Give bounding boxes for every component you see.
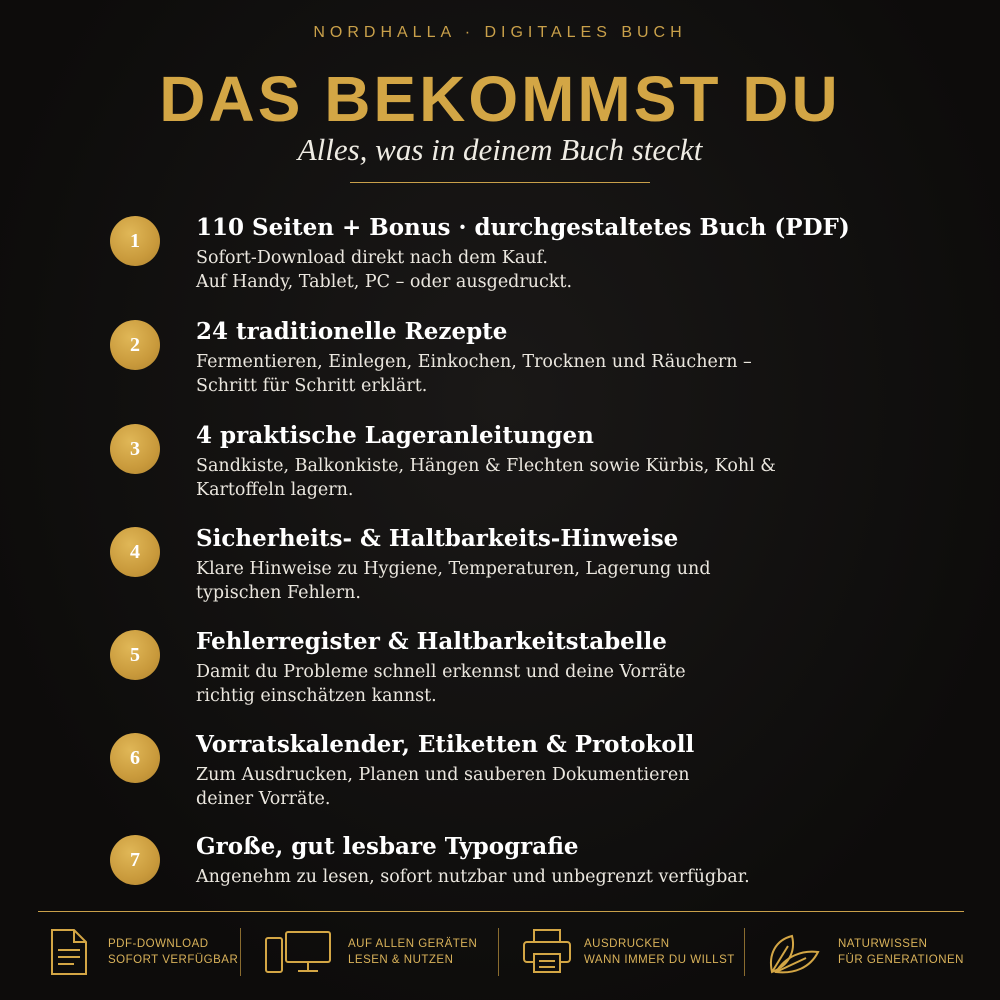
printer-icon xyxy=(522,928,572,976)
document-icon xyxy=(48,928,92,976)
footer-separator xyxy=(498,928,499,976)
feature-description xyxy=(196,350,876,398)
footer-divider xyxy=(38,911,964,912)
feature-description-line: Sofort-Download direkt nach dem Kauf. xyxy=(196,248,548,268)
number-badge: 3 xyxy=(110,424,160,474)
footer-separator xyxy=(744,928,745,976)
feature-title: 24 traditionelle Rezepte xyxy=(196,318,508,345)
feature-description-line: Angenehm zu lesen, sofort nutzbar und unbegrenzt verfügbar. xyxy=(196,867,750,887)
footer-label-line: AUSDRUCKEN xyxy=(584,938,670,950)
feature-item-5 xyxy=(110,630,870,720)
feature-description-line: Damit du Probleme schnell erkennst und deine Vorräte xyxy=(196,662,686,682)
feature-description-line: typischen Fehlern. xyxy=(196,583,361,603)
feature-item-4 xyxy=(110,527,870,617)
feature-description xyxy=(196,660,876,708)
number-badge: 2 xyxy=(110,320,160,370)
feature-description-line: Klare Hinweise zu Hygiene, Temperaturen, Lagerung und xyxy=(196,559,711,579)
number-badge: 5 xyxy=(110,630,160,680)
feature-item-3 xyxy=(110,424,870,514)
feature-description-line: deiner Vorräte. xyxy=(196,789,331,809)
feature-description xyxy=(196,763,876,811)
footer-label-line: NATURWISSEN xyxy=(838,938,928,950)
footer-label-line: PDF-DOWNLOAD xyxy=(108,938,209,950)
footer-label xyxy=(108,936,238,968)
title-divider xyxy=(350,182,650,183)
feature-title: Sicherheits- & Haltbarkeits-Hinweise xyxy=(196,525,679,552)
feature-title: Große, gut lesbare Typografie xyxy=(196,833,579,860)
devices-icon xyxy=(264,928,332,976)
feature-description xyxy=(196,557,876,605)
footer-label-line: AUF ALLEN GERÄTEN xyxy=(348,938,478,950)
feature-description xyxy=(196,865,876,889)
page-subtitle: Alles, was in deinem Buch steckt xyxy=(297,132,703,167)
footer-label xyxy=(838,936,964,968)
footer-label-line: FÜR GENERATIONEN xyxy=(838,954,964,966)
footer-label xyxy=(584,936,735,968)
feature-description xyxy=(196,246,876,294)
footer-label-line: SOFORT VERFÜGBAR xyxy=(108,954,239,966)
number-badge: 6 xyxy=(110,733,160,783)
number-badge: 4 xyxy=(110,527,160,577)
feature-description-line: Kartoffeln lagern. xyxy=(196,480,354,500)
page-title: DAS BEKOMMST DU xyxy=(159,63,841,135)
brand-eyebrow: NORDHALLA · DIGITALES BUCH xyxy=(313,24,687,41)
feature-title: Vorratskalender, Etiketten & Protokoll xyxy=(196,731,695,758)
feature-item-6 xyxy=(110,733,870,823)
footer-label xyxy=(348,936,477,968)
footer-label-line: LESEN & NUTZEN xyxy=(348,954,454,966)
leaves-icon xyxy=(766,928,822,976)
number-badge: 1 xyxy=(110,216,160,266)
feature-description-line: Zum Ausdrucken, Planen und sauberen Dokumentieren xyxy=(196,765,690,785)
footer-label-line: WANN IMMER DU WILLST xyxy=(584,954,735,966)
feature-title: 110 Seiten + Bonus · durchgestaltetes Buch (PDF) xyxy=(196,214,850,241)
feature-description-line: Fermentieren, Einlegen, Einkochen, Trocknen und Räuchern – xyxy=(196,352,752,372)
feature-title: Fehlerregister & Haltbarkeitstabelle xyxy=(196,628,667,655)
feature-description xyxy=(196,454,876,502)
feature-title: 4 praktische Lageranleitungen xyxy=(196,422,594,449)
feature-item-2 xyxy=(110,320,870,410)
feature-description-line: Auf Handy, Tablet, PC – oder ausgedruckt. xyxy=(196,272,573,292)
number-badge: 7 xyxy=(110,835,160,885)
footer-separator xyxy=(240,928,241,976)
feature-description-line: Schritt für Schritt erklärt. xyxy=(196,376,428,396)
feature-item-1 xyxy=(110,216,870,306)
feature-description-line: Sandkiste, Balkonkiste, Hängen & Flechten sowie Kürbis, Kohl & xyxy=(196,456,776,476)
feature-description-line: richtig einschätzen kannst. xyxy=(196,686,437,706)
